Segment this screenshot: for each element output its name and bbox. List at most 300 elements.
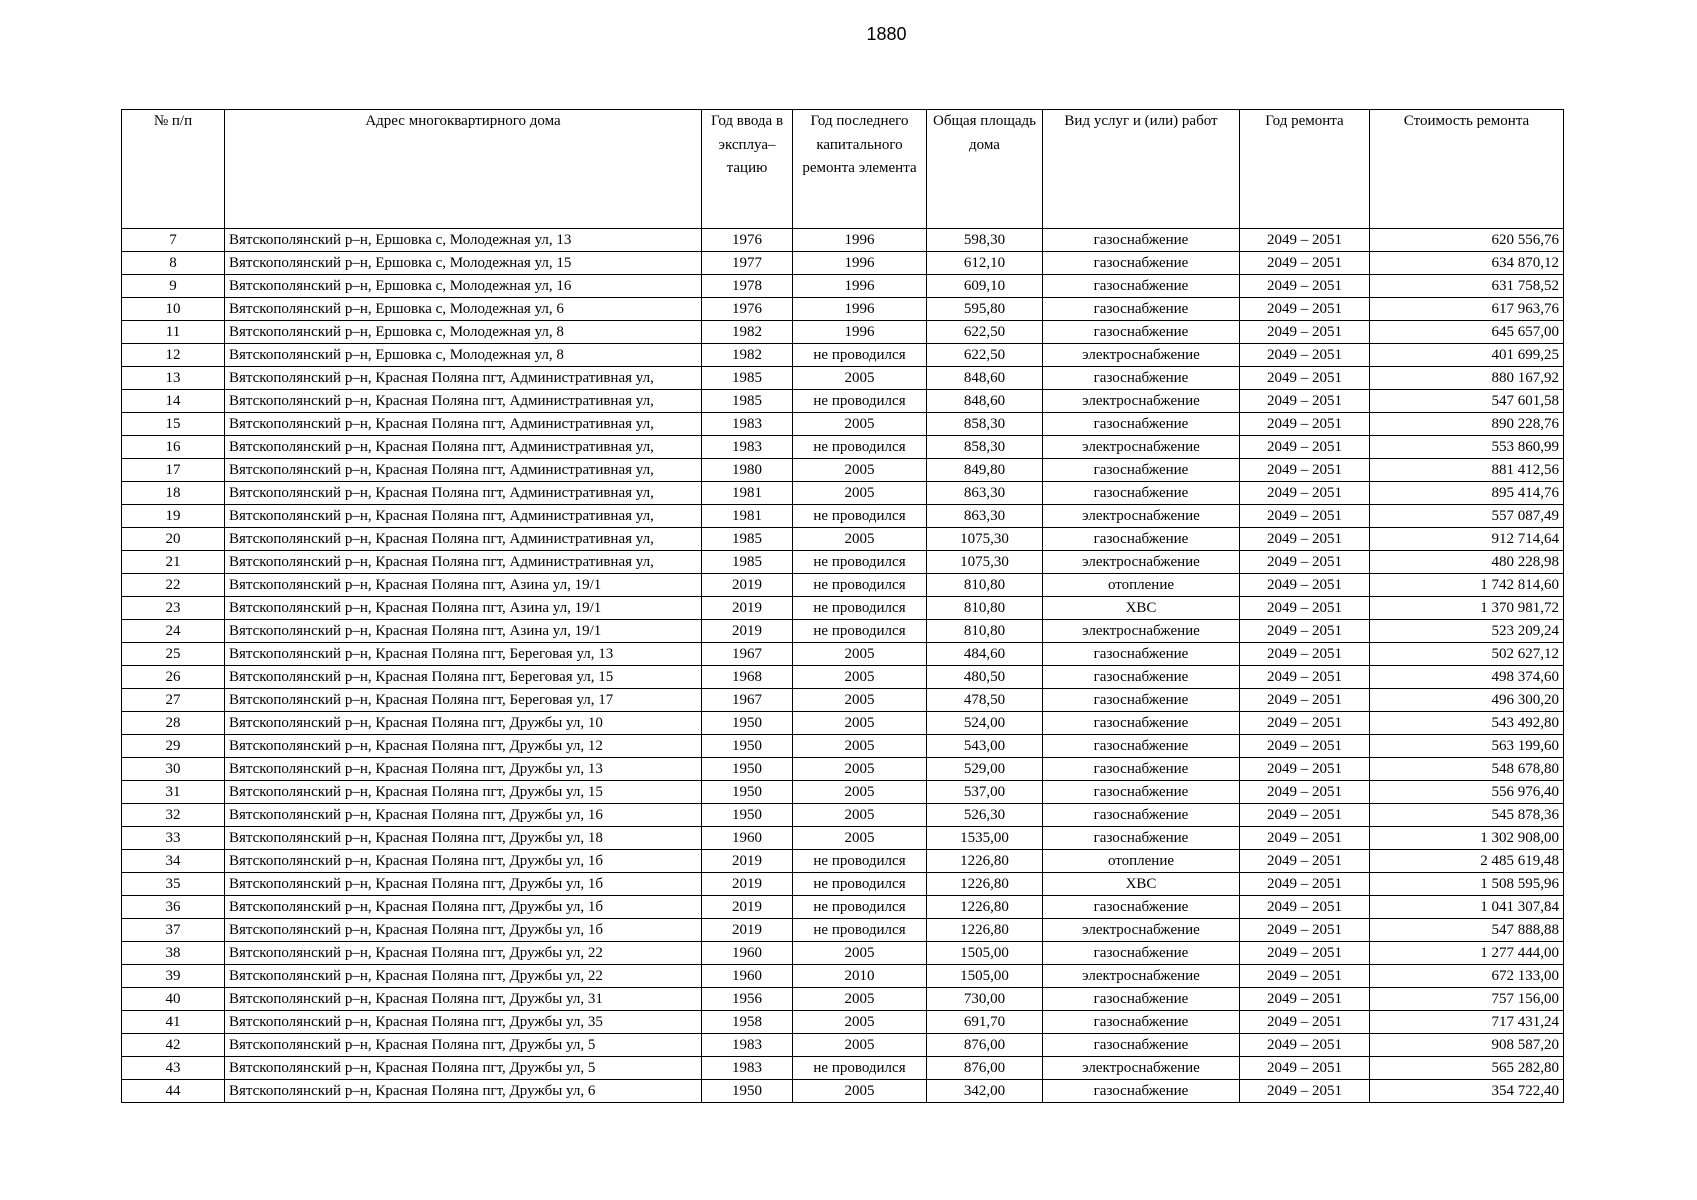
cell-num: 32 <box>122 804 225 827</box>
cell-year: 1982 <box>702 344 793 367</box>
cell-num: 13 <box>122 367 225 390</box>
cell-period: 2049 – 2051 <box>1240 643 1370 666</box>
cell-num: 23 <box>122 597 225 620</box>
cell-last-repair: 2005 <box>793 482 927 505</box>
cell-num: 39 <box>122 965 225 988</box>
header-address: Адрес многоквартирного дома <box>225 110 702 229</box>
cell-num: 25 <box>122 643 225 666</box>
cell-num: 30 <box>122 758 225 781</box>
cell-area: 609,10 <box>927 275 1043 298</box>
cell-num: 33 <box>122 827 225 850</box>
table-row <box>122 344 1564 367</box>
table-row <box>122 298 1564 321</box>
cell-num: 20 <box>122 528 225 551</box>
cell-num: 26 <box>122 666 225 689</box>
table-row <box>122 482 1564 505</box>
cell-last-repair: не проводился <box>793 919 927 942</box>
cell-address: Вятскополянский р–н, Ершовка с, Молодежная ул, 6 <box>225 298 702 321</box>
cell-area: 810,80 <box>927 620 1043 643</box>
cell-last-repair: не проводился <box>793 850 927 873</box>
cell-cost: 617 963,76 <box>1370 298 1564 321</box>
cell-area: 848,60 <box>927 367 1043 390</box>
cell-cost: 757 156,00 <box>1370 988 1564 1011</box>
table-row <box>122 321 1564 344</box>
cell-area: 529,00 <box>927 758 1043 781</box>
table-row <box>122 988 1564 1011</box>
cell-num: 11 <box>122 321 225 344</box>
cell-year: 1976 <box>702 229 793 252</box>
cell-address: Вятскополянский р–н, Ершовка с, Молодежная ул, 8 <box>225 321 702 344</box>
cell-cost: 547 888,88 <box>1370 919 1564 942</box>
cell-area: 543,00 <box>927 735 1043 758</box>
cell-year: 1976 <box>702 298 793 321</box>
cell-area: 537,00 <box>927 781 1043 804</box>
cell-work: газоснабжение <box>1043 988 1240 1011</box>
cell-last-repair: 1996 <box>793 229 927 252</box>
cell-last-repair: 2005 <box>793 712 927 735</box>
cell-year: 1967 <box>702 643 793 666</box>
cell-address: Вятскополянский р–н, Красная Поляна пгт, Административная ул, <box>225 459 702 482</box>
cell-period: 2049 – 2051 <box>1240 482 1370 505</box>
cell-period: 2049 – 2051 <box>1240 528 1370 551</box>
cell-last-repair: 2005 <box>793 689 927 712</box>
cell-num: 44 <box>122 1080 225 1103</box>
table-row <box>122 597 1564 620</box>
cell-last-repair: 2005 <box>793 827 927 850</box>
cell-cost: 1 277 444,00 <box>1370 942 1564 965</box>
cell-last-repair: 2010 <box>793 965 927 988</box>
table-row <box>122 413 1564 436</box>
cell-area: 1226,80 <box>927 850 1043 873</box>
cell-work: ХВС <box>1043 873 1240 896</box>
cell-num: 22 <box>122 574 225 597</box>
cell-work: газоснабжение <box>1043 896 1240 919</box>
cell-period: 2049 – 2051 <box>1240 344 1370 367</box>
cell-num: 17 <box>122 459 225 482</box>
cell-num: 31 <box>122 781 225 804</box>
cell-period: 2049 – 2051 <box>1240 620 1370 643</box>
cell-area: 622,50 <box>927 344 1043 367</box>
cell-period: 2049 – 2051 <box>1240 735 1370 758</box>
page-number: 1880 <box>866 24 907 44</box>
cell-area: 598,30 <box>927 229 1043 252</box>
cell-last-repair: 2005 <box>793 528 927 551</box>
cell-cost: 480 228,98 <box>1370 551 1564 574</box>
cell-work: отопление <box>1043 574 1240 597</box>
cell-period: 2049 – 2051 <box>1240 597 1370 620</box>
cell-num: 16 <box>122 436 225 459</box>
cell-year: 2019 <box>702 620 793 643</box>
cell-address: Вятскополянский р–н, Красная Поляна пгт, Административная ул, <box>225 390 702 413</box>
table-row <box>122 942 1564 965</box>
cell-last-repair: не проводился <box>793 436 927 459</box>
cell-last-repair: 1996 <box>793 252 927 275</box>
header-area: Общая площадь дома <box>927 110 1043 229</box>
table-row <box>122 919 1564 942</box>
cell-address: Вятскополянский р–н, Ершовка с, Молодежная ул, 8 <box>225 344 702 367</box>
cell-work: газоснабжение <box>1043 712 1240 735</box>
cell-cost: 645 657,00 <box>1370 321 1564 344</box>
cell-period: 2049 – 2051 <box>1240 252 1370 275</box>
cell-period: 2049 – 2051 <box>1240 873 1370 896</box>
cell-address: Вятскополянский р–н, Красная Поляна пгт, Дружбы ул, 31 <box>225 988 702 1011</box>
cell-area: 595,80 <box>927 298 1043 321</box>
cell-cost: 548 678,80 <box>1370 758 1564 781</box>
cell-last-repair: не проводился <box>793 1057 927 1080</box>
cell-address: Вятскополянский р–н, Красная Поляна пгт, Дружбы ул, 1б <box>225 919 702 942</box>
cell-cost: 401 699,25 <box>1370 344 1564 367</box>
cell-cost: 908 587,20 <box>1370 1034 1564 1057</box>
cell-num: 19 <box>122 505 225 528</box>
cell-num: 29 <box>122 735 225 758</box>
cell-last-repair: 2005 <box>793 666 927 689</box>
cell-work: электроснабжение <box>1043 620 1240 643</box>
cell-cost: 880 167,92 <box>1370 367 1564 390</box>
cell-area: 1505,00 <box>927 942 1043 965</box>
cell-cost: 895 414,76 <box>1370 482 1564 505</box>
cell-num: 8 <box>122 252 225 275</box>
cell-year: 2019 <box>702 597 793 620</box>
cell-year: 1956 <box>702 988 793 1011</box>
repair-table <box>121 109 1564 1103</box>
cell-work: газоснабжение <box>1043 321 1240 344</box>
cell-year: 1950 <box>702 781 793 804</box>
cell-cost: 1 370 981,72 <box>1370 597 1564 620</box>
table-row <box>122 896 1564 919</box>
cell-period: 2049 – 2051 <box>1240 390 1370 413</box>
cell-period: 2049 – 2051 <box>1240 321 1370 344</box>
cell-year: 2019 <box>702 850 793 873</box>
cell-work: газоснабжение <box>1043 666 1240 689</box>
table-row <box>122 275 1564 298</box>
cell-work: газоснабжение <box>1043 689 1240 712</box>
cell-year: 1983 <box>702 1057 793 1080</box>
cell-address: Вятскополянский р–н, Красная Поляна пгт, Азина ул, 19/1 <box>225 574 702 597</box>
cell-year: 1981 <box>702 482 793 505</box>
cell-last-repair: 2005 <box>793 781 927 804</box>
cell-address: Вятскополянский р–н, Красная Поляна пгт, Дружбы ул, 15 <box>225 781 702 804</box>
table-row <box>122 551 1564 574</box>
cell-period: 2049 – 2051 <box>1240 551 1370 574</box>
cell-cost: 557 087,49 <box>1370 505 1564 528</box>
cell-cost: 2 485 619,48 <box>1370 850 1564 873</box>
cell-year: 1950 <box>702 758 793 781</box>
cell-area: 612,10 <box>927 252 1043 275</box>
table-row <box>122 436 1564 459</box>
cell-period: 2049 – 2051 <box>1240 1011 1370 1034</box>
table-row <box>122 689 1564 712</box>
cell-year: 1977 <box>702 252 793 275</box>
cell-last-repair: 2005 <box>793 942 927 965</box>
table-row <box>122 574 1564 597</box>
cell-area: 478,50 <box>927 689 1043 712</box>
cell-work: газоснабжение <box>1043 229 1240 252</box>
table-row <box>122 735 1564 758</box>
cell-num: 10 <box>122 298 225 321</box>
cell-area: 810,80 <box>927 574 1043 597</box>
cell-cost: 717 431,24 <box>1370 1011 1564 1034</box>
cell-period: 2049 – 2051 <box>1240 459 1370 482</box>
cell-area: 876,00 <box>927 1034 1043 1057</box>
cell-year: 1950 <box>702 712 793 735</box>
cell-last-repair: не проводился <box>793 873 927 896</box>
cell-work: газоснабжение <box>1043 758 1240 781</box>
cell-work: ХВС <box>1043 597 1240 620</box>
cell-period: 2049 – 2051 <box>1240 827 1370 850</box>
table-row <box>122 229 1564 252</box>
table-row <box>122 781 1564 804</box>
table-row <box>122 367 1564 390</box>
cell-period: 2049 – 2051 <box>1240 1034 1370 1057</box>
cell-last-repair: 2005 <box>793 804 927 827</box>
cell-address: Вятскополянский р–н, Красная Поляна пгт, Административная ул, <box>225 413 702 436</box>
cell-address: Вятскополянский р–н, Красная Поляна пгт, Дружбы ул, 10 <box>225 712 702 735</box>
cell-num: 27 <box>122 689 225 712</box>
cell-num: 21 <box>122 551 225 574</box>
cell-last-repair: 1996 <box>793 275 927 298</box>
cell-area: 810,80 <box>927 597 1043 620</box>
cell-work: газоснабжение <box>1043 1034 1240 1057</box>
cell-last-repair: 2005 <box>793 459 927 482</box>
cell-year: 1983 <box>702 436 793 459</box>
cell-num: 15 <box>122 413 225 436</box>
cell-area: 849,80 <box>927 459 1043 482</box>
cell-work: электроснабжение <box>1043 390 1240 413</box>
cell-cost: 498 374,60 <box>1370 666 1564 689</box>
cell-work: газоснабжение <box>1043 942 1240 965</box>
cell-year: 1950 <box>702 735 793 758</box>
cell-period: 2049 – 2051 <box>1240 712 1370 735</box>
cell-work: газоснабжение <box>1043 252 1240 275</box>
cell-last-repair: не проводился <box>793 574 927 597</box>
cell-period: 2049 – 2051 <box>1240 804 1370 827</box>
cell-cost: 502 627,12 <box>1370 643 1564 666</box>
table-row <box>122 459 1564 482</box>
cell-num: 12 <box>122 344 225 367</box>
cell-last-repair: 2005 <box>793 1011 927 1034</box>
cell-cost: 1 742 814,60 <box>1370 574 1564 597</box>
cell-address: Вятскополянский р–н, Красная Поляна пгт, Дружбы ул, 5 <box>225 1057 702 1080</box>
cell-area: 730,00 <box>927 988 1043 1011</box>
cell-period: 2049 – 2051 <box>1240 781 1370 804</box>
cell-cost: 631 758,52 <box>1370 275 1564 298</box>
cell-address: Вятскополянский р–н, Ершовка с, Молодежная ул, 15 <box>225 252 702 275</box>
table-row <box>122 965 1564 988</box>
cell-cost: 543 492,80 <box>1370 712 1564 735</box>
cell-area: 622,50 <box>927 321 1043 344</box>
cell-work: газоснабжение <box>1043 1080 1240 1103</box>
table-row <box>122 390 1564 413</box>
cell-num: 43 <box>122 1057 225 1080</box>
table-body <box>122 229 1564 1103</box>
cell-last-repair: не проводился <box>793 896 927 919</box>
cell-work: газоснабжение <box>1043 482 1240 505</box>
cell-last-repair: 2005 <box>793 413 927 436</box>
cell-cost: 496 300,20 <box>1370 689 1564 712</box>
cell-period: 2049 – 2051 <box>1240 942 1370 965</box>
cell-num: 42 <box>122 1034 225 1057</box>
cell-cost: 912 714,64 <box>1370 528 1564 551</box>
cell-work: газоснабжение <box>1043 275 1240 298</box>
cell-address: Вятскополянский р–н, Ершовка с, Молодежная ул, 16 <box>225 275 702 298</box>
cell-work: газоснабжение <box>1043 367 1240 390</box>
cell-period: 2049 – 2051 <box>1240 275 1370 298</box>
cell-year: 2019 <box>702 919 793 942</box>
cell-year: 2019 <box>702 873 793 896</box>
cell-num: 37 <box>122 919 225 942</box>
cell-year: 1983 <box>702 413 793 436</box>
cell-area: 1535,00 <box>927 827 1043 850</box>
cell-area: 526,30 <box>927 804 1043 827</box>
cell-cost: 1 508 595,96 <box>1370 873 1564 896</box>
cell-cost: 553 860,99 <box>1370 436 1564 459</box>
cell-num: 41 <box>122 1011 225 1034</box>
cell-cost: 523 209,24 <box>1370 620 1564 643</box>
cell-area: 1226,80 <box>927 873 1043 896</box>
cell-num: 18 <box>122 482 225 505</box>
cell-work: газоснабжение <box>1043 827 1240 850</box>
cell-year: 1985 <box>702 528 793 551</box>
table-row <box>122 528 1564 551</box>
cell-area: 876,00 <box>927 1057 1043 1080</box>
cell-period: 2049 – 2051 <box>1240 758 1370 781</box>
cell-period: 2049 – 2051 <box>1240 436 1370 459</box>
cell-period: 2049 – 2051 <box>1240 850 1370 873</box>
cell-year: 1982 <box>702 321 793 344</box>
cell-area: 848,60 <box>927 390 1043 413</box>
cell-work: газоснабжение <box>1043 781 1240 804</box>
cell-work: электроснабжение <box>1043 965 1240 988</box>
table-row <box>122 620 1564 643</box>
cell-work: отопление <box>1043 850 1240 873</box>
cell-num: 34 <box>122 850 225 873</box>
cell-last-repair: не проводился <box>793 344 927 367</box>
cell-year: 2019 <box>702 896 793 919</box>
cell-cost: 563 199,60 <box>1370 735 1564 758</box>
cell-area: 342,00 <box>927 1080 1043 1103</box>
cell-work: электроснабжение <box>1043 436 1240 459</box>
cell-period: 2049 – 2051 <box>1240 505 1370 528</box>
cell-cost: 634 870,12 <box>1370 252 1564 275</box>
cell-address: Вятскополянский р–н, Красная Поляна пгт, Дружбы ул, 1б <box>225 873 702 896</box>
cell-work: газоснабжение <box>1043 413 1240 436</box>
cell-year: 1980 <box>702 459 793 482</box>
cell-period: 2049 – 2051 <box>1240 367 1370 390</box>
cell-work: электроснабжение <box>1043 919 1240 942</box>
cell-period: 2049 – 2051 <box>1240 229 1370 252</box>
cell-period: 2049 – 2051 <box>1240 988 1370 1011</box>
cell-period: 2049 – 2051 <box>1240 1057 1370 1080</box>
cell-area: 1226,80 <box>927 919 1043 942</box>
cell-year: 1950 <box>702 804 793 827</box>
cell-area: 484,60 <box>927 643 1043 666</box>
cell-last-repair: 2005 <box>793 367 927 390</box>
cell-last-repair: не проводился <box>793 620 927 643</box>
cell-area: 1075,30 <box>927 551 1043 574</box>
cell-last-repair: не проводился <box>793 390 927 413</box>
cell-cost: 556 976,40 <box>1370 781 1564 804</box>
header-last-repair: Год последнего капитального ремонта элемента <box>793 110 927 229</box>
cell-last-repair: не проводился <box>793 505 927 528</box>
cell-work: электроснабжение <box>1043 505 1240 528</box>
cell-address: Вятскополянский р–н, Красная Поляна пгт, Дружбы ул, 35 <box>225 1011 702 1034</box>
cell-year: 1950 <box>702 1080 793 1103</box>
cell-area: 691,70 <box>927 1011 1043 1034</box>
cell-address: Вятскополянский р–н, Красная Поляна пгт, Азина ул, 19/1 <box>225 620 702 643</box>
cell-last-repair: 2005 <box>793 735 927 758</box>
cell-num: 28 <box>122 712 225 735</box>
cell-area: 863,30 <box>927 505 1043 528</box>
cell-address: Вятскополянский р–н, Красная Поляна пгт, Административная ул, <box>225 436 702 459</box>
cell-num: 40 <box>122 988 225 1011</box>
cell-last-repair: 1996 <box>793 298 927 321</box>
cell-period: 2049 – 2051 <box>1240 413 1370 436</box>
cell-period: 2049 – 2051 <box>1240 919 1370 942</box>
cell-address: Вятскополянский р–н, Красная Поляна пгт, Административная ул, <box>225 482 702 505</box>
cell-address: Вятскополянский р–н, Красная Поляна пгт, Береговая ул, 13 <box>225 643 702 666</box>
table-row <box>122 804 1564 827</box>
cell-num: 35 <box>122 873 225 896</box>
cell-work: газоснабжение <box>1043 735 1240 758</box>
cell-year: 1985 <box>702 551 793 574</box>
cell-last-repair: 2005 <box>793 1034 927 1057</box>
table-row <box>122 1011 1564 1034</box>
table-row <box>122 873 1564 896</box>
header-work: Вид услуг и (или) работ <box>1043 110 1240 229</box>
header-period: Год ремонта <box>1240 110 1370 229</box>
cell-year: 1985 <box>702 367 793 390</box>
cell-num: 9 <box>122 275 225 298</box>
cell-work: газоснабжение <box>1043 804 1240 827</box>
cell-address: Вятскополянский р–н, Красная Поляна пгт, Дружбы ул, 1б <box>225 850 702 873</box>
cell-last-repair: 2005 <box>793 988 927 1011</box>
table-row <box>122 643 1564 666</box>
table-row <box>122 1080 1564 1103</box>
header-cost: Стоимость ремонта <box>1370 110 1564 229</box>
header-num: № п/п <box>122 110 225 229</box>
table-row <box>122 1034 1564 1057</box>
cell-last-repair: 2005 <box>793 1080 927 1103</box>
cell-period: 2049 – 2051 <box>1240 896 1370 919</box>
cell-work: электроснабжение <box>1043 551 1240 574</box>
cell-cost: 881 412,56 <box>1370 459 1564 482</box>
cell-cost: 890 228,76 <box>1370 413 1564 436</box>
cell-year: 1958 <box>702 1011 793 1034</box>
cell-address: Вятскополянский р–н, Красная Поляна пгт, Дружбы ул, 6 <box>225 1080 702 1103</box>
cell-work: электроснабжение <box>1043 344 1240 367</box>
cell-address: Вятскополянский р–н, Красная Поляна пгт, Дружбы ул, 13 <box>225 758 702 781</box>
cell-address: Вятскополянский р–н, Красная Поляна пгт, Дружбы ул, 16 <box>225 804 702 827</box>
table-header-row <box>122 110 1564 229</box>
table-row <box>122 505 1564 528</box>
table-row <box>122 666 1564 689</box>
cell-cost: 547 601,58 <box>1370 390 1564 413</box>
cell-address: Вятскополянский р–н, Красная Поляна пгт, Дружбы ул, 22 <box>225 965 702 988</box>
cell-period: 2049 – 2051 <box>1240 689 1370 712</box>
cell-last-repair: 2005 <box>793 758 927 781</box>
cell-cost: 565 282,80 <box>1370 1057 1564 1080</box>
cell-address: Вятскополянский р–н, Красная Поляна пгт, Береговая ул, 15 <box>225 666 702 689</box>
cell-year: 1985 <box>702 390 793 413</box>
cell-work: газоснабжение <box>1043 1011 1240 1034</box>
cell-last-repair: не проводился <box>793 551 927 574</box>
cell-year: 2019 <box>702 574 793 597</box>
cell-area: 524,00 <box>927 712 1043 735</box>
cell-work: газоснабжение <box>1043 459 1240 482</box>
cell-cost: 1 302 908,00 <box>1370 827 1564 850</box>
cell-work: газоснабжение <box>1043 298 1240 321</box>
table-row <box>122 712 1564 735</box>
